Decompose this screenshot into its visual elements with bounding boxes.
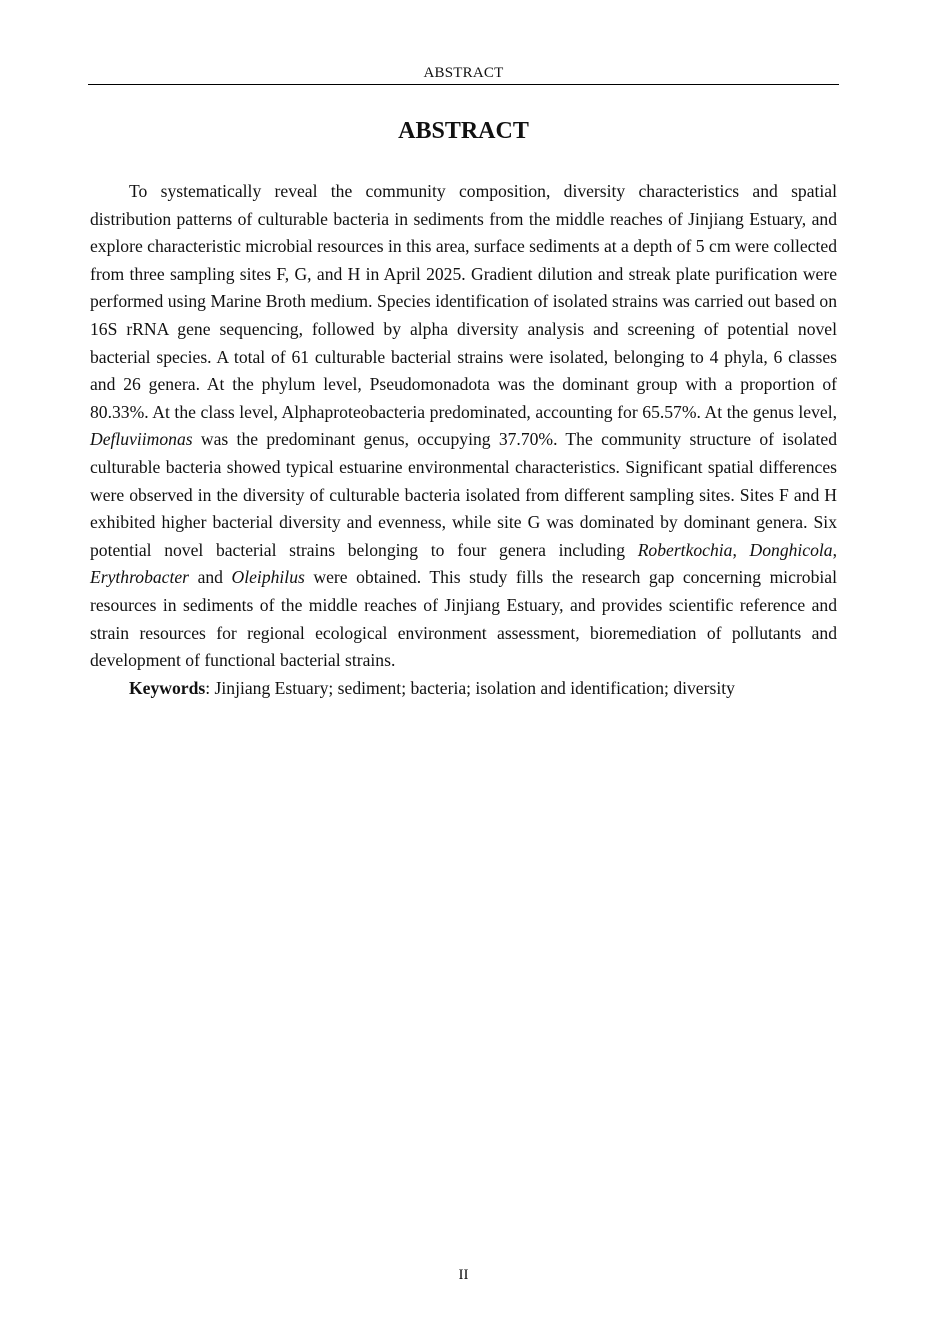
page-title: ABSTRACT: [398, 118, 529, 144]
running-header: ABSTRACT: [423, 65, 504, 81]
keywords-separator: :: [205, 677, 215, 698]
abstract-text: ,: [732, 539, 750, 560]
genus-name-robertkochia: Robertkochia: [637, 539, 733, 560]
abstract-body: [90, 178, 837, 702]
genus-name-oleiphilus: Oleiphilus: [231, 567, 305, 588]
genus-name-erythrobacter: Erythrobacter: [90, 567, 190, 588]
keywords-line: [90, 675, 837, 703]
page-number: II: [458, 1267, 469, 1283]
abstract-text: ,: [832, 539, 837, 560]
keywords-text: Jinjiang Estuary; sediment; bacteria; isolation and identification; diversity: [214, 677, 735, 698]
header-divider: [88, 84, 839, 85]
genus-name-donghicola: Donghicola: [749, 539, 833, 560]
abstract-paragraph: [90, 178, 837, 675]
genus-name-defluviimonas: Defluviimonas: [90, 429, 193, 450]
abstract-text: To systematically reveal the community composition, diversity characteristics and spatial distribution patterns of culturable bacteria in sediments from the middle reaches of Jinjiang Estuary, and explore characteristic microbial resources in this area, surface sediments at a depth of 5 cm were collected from three sampling sites F, G, and H in April 2025. Gradient dilution and streak plate purification were performed using Marine Broth medium. Species identification of isolated strains was carried out based on 16S rRNA gene sequencing, followed by alpha diversity analysis and screening of potential novel bacterial species. A total of 61 culturable bacterial strains were isolated, belonging to 4 phyla, 6 classes and 26 genera. At the phylum level, Pseudomonadota was the dominant group with a proportion of 80.33%. At the class level, Alphaproteobacteria predominated, accounting for 65.57%. At the genus level,: [90, 181, 837, 422]
abstract-text: was the predominant genus, occupying 37.70%. The community structure of isolated culturable bacteria showed typical estuarine environmental characteristics. Significant spatial differences were observed in the diversity of culturable bacteria isolated from different sampling sites. Sites F and H exhibited higher bacterial diversity and evenness, while site G was dominated by dominant genera. Six potential novel bacterial strains belonging to four genera including: [90, 429, 837, 560]
abstract-text: and: [189, 567, 232, 588]
keywords-label: Keywords: [129, 677, 206, 698]
abstract-text: were obtained. This study fills the research gap concerning microbial resources in sediments of the middle reaches of Jinjiang Estuary, and provides scientific reference and strain resources for regional ecological environment assessment, bioremediation of pollutants and development of functional bacterial strains.: [90, 567, 837, 671]
